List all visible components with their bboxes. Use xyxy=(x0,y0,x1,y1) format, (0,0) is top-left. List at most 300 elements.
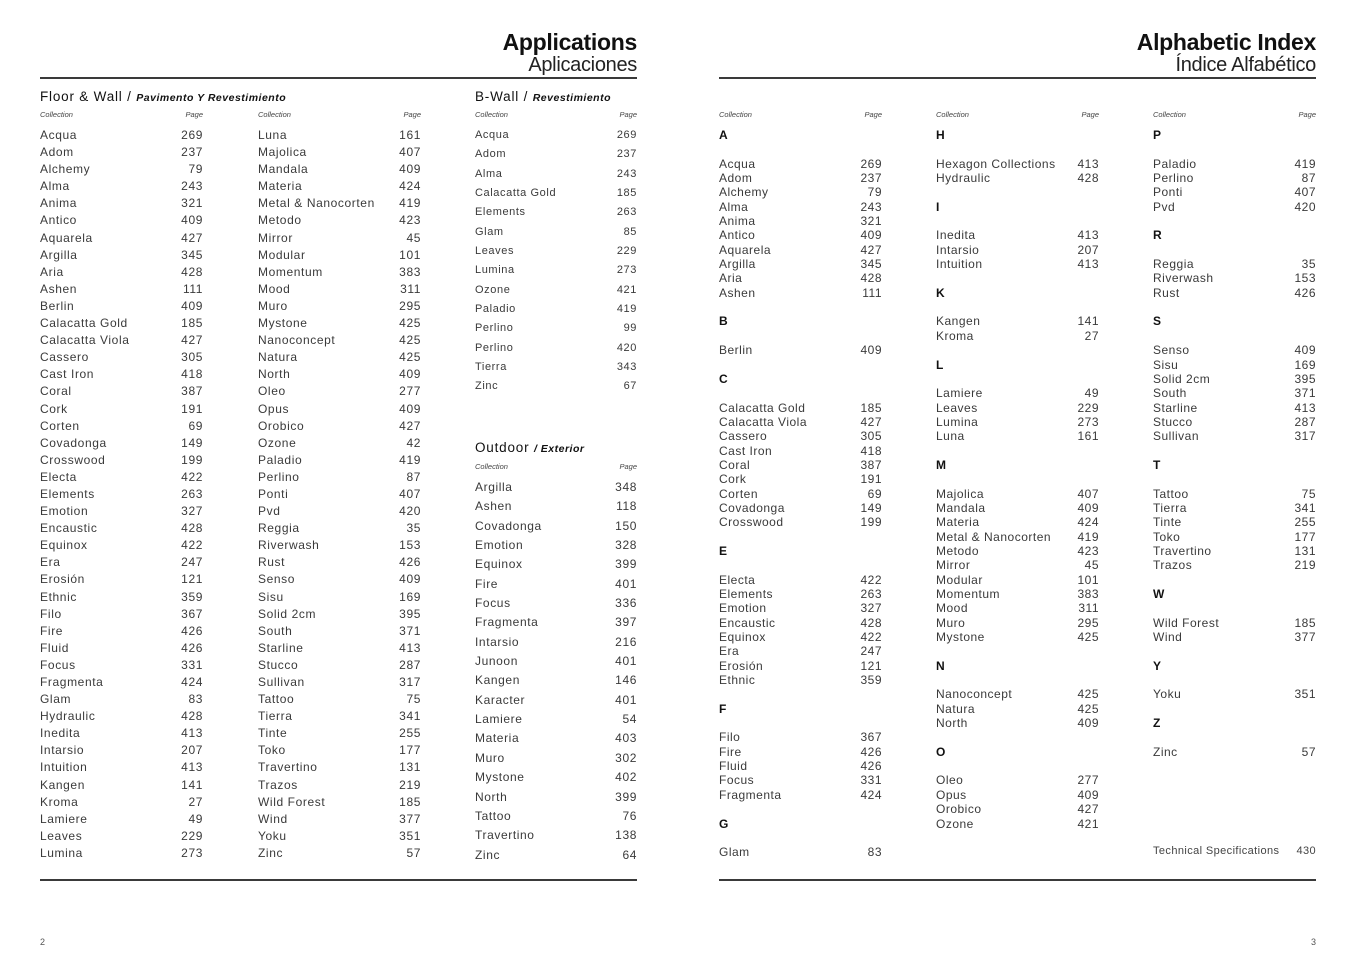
page-number-value: 387 xyxy=(860,457,882,472)
index-entry[interactable] xyxy=(936,515,1099,529)
index-entry[interactable] xyxy=(719,673,882,687)
index-entry[interactable] xyxy=(719,157,882,171)
index-entry[interactable] xyxy=(719,171,882,185)
list-item[interactable] xyxy=(40,571,203,588)
index-entry[interactable] xyxy=(936,530,1099,544)
page-number-value: 57 xyxy=(1301,744,1316,759)
index-entry[interactable] xyxy=(936,616,1099,630)
index-entry[interactable] xyxy=(1153,745,1316,759)
index-entry[interactable] xyxy=(936,558,1099,572)
list-item[interactable] xyxy=(475,377,637,396)
index-letter-heading: K xyxy=(936,285,945,300)
index-entry[interactable] xyxy=(1153,271,1316,285)
list-item[interactable] xyxy=(475,184,637,203)
index-entry[interactable] xyxy=(936,788,1099,802)
index-entry[interactable] xyxy=(936,501,1099,515)
index-entry[interactable] xyxy=(719,616,882,630)
list-item[interactable] xyxy=(40,777,203,794)
list-item[interactable] xyxy=(475,339,637,358)
collection-name: Calacatta Viola xyxy=(719,414,807,429)
list-item[interactable] xyxy=(40,554,203,571)
index-entry[interactable] xyxy=(719,659,882,673)
index-entry[interactable] xyxy=(1153,286,1316,300)
list-item[interactable] xyxy=(258,264,421,281)
list-item[interactable] xyxy=(475,633,637,652)
page-number-value: 237 xyxy=(616,148,637,161)
collection-name: Coral xyxy=(40,384,72,399)
page-number-value: 419 xyxy=(399,452,421,467)
page-number-value: 409 xyxy=(181,213,203,228)
floor-wall-list-column-1 xyxy=(40,127,203,862)
technical-specifications-entry[interactable] xyxy=(1153,845,1316,857)
index-entry[interactable] xyxy=(1153,200,1316,214)
page-number-value: 367 xyxy=(860,730,882,745)
list-item[interactable] xyxy=(258,554,421,571)
page-number-value: 387 xyxy=(181,384,203,399)
col-page-label: Page xyxy=(403,110,421,119)
page-number-value: 169 xyxy=(1294,357,1316,372)
list-item[interactable] xyxy=(258,537,421,554)
collection-name: Travertino xyxy=(1153,543,1212,558)
page-subtitle: Aplicaciones xyxy=(528,54,637,76)
list-item[interactable] xyxy=(475,555,637,574)
index-entry[interactable] xyxy=(1153,530,1316,544)
page-number-value: 425 xyxy=(399,316,421,331)
index-entry[interactable] xyxy=(1153,157,1316,171)
page-title: Alphabetic Index xyxy=(1136,29,1316,55)
collection-name: Coral xyxy=(719,457,751,472)
page-number-value: 428 xyxy=(181,264,203,279)
list-item[interactable] xyxy=(475,319,637,338)
list-item[interactable] xyxy=(258,589,421,606)
list-item[interactable] xyxy=(40,657,203,674)
page-number-value: 216 xyxy=(615,634,637,649)
list-item[interactable] xyxy=(475,575,637,594)
index-entry[interactable] xyxy=(936,802,1099,816)
list-item[interactable] xyxy=(258,725,421,742)
page-number-value: 425 xyxy=(1077,701,1099,716)
list-item[interactable] xyxy=(258,452,421,469)
index-entry[interactable] xyxy=(1153,558,1316,572)
list-item[interactable] xyxy=(40,281,203,298)
index-entry[interactable] xyxy=(719,788,882,802)
page-number-value: 263 xyxy=(181,486,203,501)
list-item[interactable] xyxy=(475,671,637,690)
index-entry[interactable] xyxy=(719,730,882,744)
list-item[interactable] xyxy=(475,768,637,787)
page-number-value: 423 xyxy=(399,213,421,228)
page-number-value: 343 xyxy=(616,361,637,374)
page-subtitle: Índice Alfabético xyxy=(1175,54,1316,76)
index-entry[interactable] xyxy=(936,487,1099,501)
list-item[interactable] xyxy=(258,401,421,418)
index-entry[interactable] xyxy=(1153,185,1316,199)
page-number-value: 54 xyxy=(622,712,637,727)
index-entry[interactable] xyxy=(719,257,882,271)
page-number-value: 327 xyxy=(860,601,882,616)
collection-name: Kangen xyxy=(40,777,85,792)
page-number-value: 269 xyxy=(616,129,637,141)
list-item[interactable] xyxy=(40,144,203,161)
list-item[interactable] xyxy=(475,281,637,300)
list-item[interactable] xyxy=(40,401,203,418)
list-item[interactable] xyxy=(40,247,203,264)
index-entry[interactable] xyxy=(719,401,882,415)
list-item[interactable] xyxy=(258,144,421,161)
collection-name: Kroma xyxy=(40,794,79,809)
list-item[interactable] xyxy=(40,452,203,469)
list-item[interactable] xyxy=(475,613,637,632)
index-letter-heading: S xyxy=(1153,314,1162,329)
list-item[interactable] xyxy=(475,358,637,377)
list-item[interactable] xyxy=(258,486,421,503)
page-number-value: 185 xyxy=(1294,615,1316,630)
list-item[interactable] xyxy=(475,261,637,280)
index-entry[interactable] xyxy=(936,687,1099,701)
page-number-value: 255 xyxy=(1294,515,1316,530)
collection-name: Focus xyxy=(719,773,755,788)
page-number-value: 419 xyxy=(616,303,637,316)
index-entry[interactable] xyxy=(936,817,1099,831)
collection-name: Intarsio xyxy=(936,242,980,257)
collection-name: Lumina xyxy=(936,414,979,429)
collection-name: Pvd xyxy=(1153,199,1176,214)
index-entry[interactable] xyxy=(1153,515,1316,529)
list-item[interactable] xyxy=(40,520,203,537)
index-entry[interactable] xyxy=(719,444,882,458)
index-entry[interactable] xyxy=(719,644,882,658)
index-entry[interactable] xyxy=(936,314,1099,328)
index-entry[interactable] xyxy=(936,386,1099,400)
list-item[interactable] xyxy=(258,349,421,366)
list-item[interactable] xyxy=(258,640,421,657)
index-entry[interactable] xyxy=(719,271,882,285)
list-item[interactable] xyxy=(475,788,637,807)
list-item[interactable] xyxy=(258,315,421,332)
list-item[interactable] xyxy=(475,517,637,536)
index-entry[interactable] xyxy=(719,228,882,242)
index-entry[interactable] xyxy=(1153,544,1316,558)
list-item[interactable] xyxy=(40,589,203,606)
list-item[interactable] xyxy=(40,606,203,623)
list-item[interactable] xyxy=(258,418,421,435)
page-number-value: 49 xyxy=(188,811,203,826)
index-entry[interactable] xyxy=(1153,687,1316,701)
collection-name: Argilla xyxy=(719,257,756,272)
index-entry[interactable] xyxy=(719,200,882,214)
index-entry[interactable] xyxy=(719,472,882,486)
collection-name: Fire xyxy=(475,576,499,591)
index-entry[interactable] xyxy=(936,415,1099,429)
list-item[interactable] xyxy=(258,742,421,759)
index-letter-group xyxy=(936,659,1099,731)
collection-name: Paladio xyxy=(475,303,516,316)
list-item[interactable] xyxy=(40,811,203,828)
index-entry[interactable] xyxy=(719,487,882,501)
list-item[interactable] xyxy=(40,161,203,178)
page-number-value: 138 xyxy=(615,828,637,843)
index-entry[interactable] xyxy=(936,401,1099,415)
index-entry[interactable] xyxy=(719,515,882,529)
page-number-value: 131 xyxy=(1294,543,1316,558)
index-entry[interactable] xyxy=(719,343,882,357)
list-item[interactable] xyxy=(40,418,203,435)
page-number-value: 407 xyxy=(399,486,421,501)
list-item[interactable] xyxy=(40,759,203,776)
list-item[interactable] xyxy=(40,349,203,366)
list-item[interactable] xyxy=(258,195,421,212)
index-entry[interactable] xyxy=(719,587,882,601)
index-entry[interactable] xyxy=(1153,401,1316,415)
list-item[interactable] xyxy=(258,161,421,178)
index-entry[interactable] xyxy=(719,214,882,228)
list-item[interactable] xyxy=(40,674,203,691)
list-item[interactable] xyxy=(475,497,637,516)
page-number-value: 424 xyxy=(181,675,203,689)
index-letter-heading: O xyxy=(936,744,946,759)
collection-name: Stucco xyxy=(1153,414,1193,429)
list-item[interactable] xyxy=(40,725,203,742)
collection-name: Alchemy xyxy=(719,185,769,200)
list-item[interactable] xyxy=(258,469,421,486)
list-item[interactable] xyxy=(40,366,203,383)
page-number-value: 118 xyxy=(616,499,637,514)
list-item[interactable] xyxy=(258,606,421,623)
index-entry[interactable] xyxy=(936,630,1099,644)
index-entry[interactable] xyxy=(719,745,882,759)
index-entry[interactable] xyxy=(936,702,1099,716)
list-item[interactable] xyxy=(40,503,203,520)
index-entry[interactable] xyxy=(719,773,882,787)
list-item[interactable] xyxy=(258,520,421,537)
list-item[interactable] xyxy=(475,807,637,826)
page-number-value: 35 xyxy=(1301,257,1316,272)
page-number-value: 311 xyxy=(400,281,421,296)
list-item[interactable] xyxy=(475,652,637,671)
list-item[interactable] xyxy=(40,742,203,759)
list-item[interactable] xyxy=(258,708,421,725)
list-item[interactable] xyxy=(258,828,421,845)
list-item[interactable] xyxy=(258,435,421,452)
collection-name: Metal & Nanocorten xyxy=(258,196,375,211)
index-entry[interactable] xyxy=(1153,616,1316,630)
collection-name: Majolica xyxy=(258,145,307,160)
list-item[interactable] xyxy=(475,126,637,145)
page-number-value: 243 xyxy=(616,167,637,180)
col-collection-label: Collection xyxy=(719,110,752,119)
page-number-value: 243 xyxy=(860,199,882,214)
list-item[interactable] xyxy=(258,230,421,247)
list-item[interactable] xyxy=(258,178,421,195)
list-item[interactable] xyxy=(258,674,421,691)
index-entry[interactable] xyxy=(1153,415,1316,429)
col-collection-label: Collection xyxy=(40,110,73,119)
list-item[interactable] xyxy=(258,383,421,400)
list-item[interactable] xyxy=(475,826,637,845)
index-entry[interactable] xyxy=(719,429,882,443)
index-entry[interactable] xyxy=(719,501,882,515)
page-number-value: 395 xyxy=(1294,371,1316,386)
index-entry[interactable] xyxy=(936,157,1099,171)
index-entry[interactable] xyxy=(719,243,882,257)
list-item[interactable] xyxy=(475,691,637,710)
list-item[interactable] xyxy=(258,811,421,828)
index-entry[interactable] xyxy=(719,759,882,773)
list-item[interactable] xyxy=(40,212,203,229)
collection-name: Natura xyxy=(936,701,976,716)
index-letter-group xyxy=(719,314,882,357)
page-number-value: 219 xyxy=(399,777,421,792)
index-entry[interactable] xyxy=(719,630,882,644)
list-item[interactable] xyxy=(40,708,203,725)
collection-name: Alchemy xyxy=(40,162,91,177)
list-item[interactable] xyxy=(258,657,421,674)
index-entry[interactable] xyxy=(1153,386,1316,400)
list-item[interactable] xyxy=(40,828,203,845)
index-entry[interactable] xyxy=(1153,257,1316,271)
index-entry[interactable] xyxy=(936,429,1099,443)
list-item[interactable] xyxy=(475,536,637,555)
page-number-value: 247 xyxy=(860,644,882,659)
collection-name: Leaves xyxy=(40,828,83,843)
list-item[interactable] xyxy=(40,537,203,554)
col-collection-label: Collection xyxy=(936,110,969,119)
list-item[interactable] xyxy=(258,571,421,588)
collection-name: Cassero xyxy=(719,429,768,444)
index-entry[interactable] xyxy=(719,601,882,615)
index-entry[interactable] xyxy=(719,845,882,859)
list-item[interactable] xyxy=(258,777,421,794)
list-item[interactable] xyxy=(258,794,421,811)
index-entry[interactable] xyxy=(719,415,882,429)
index-entry[interactable] xyxy=(1153,171,1316,185)
collection-name: Elements xyxy=(719,587,774,601)
list-item[interactable] xyxy=(40,127,203,144)
index-entry[interactable] xyxy=(936,601,1099,615)
index-entry[interactable] xyxy=(936,228,1099,242)
index-entry[interactable] xyxy=(719,458,882,472)
collection-name: North xyxy=(258,367,291,382)
index-entry[interactable] xyxy=(936,716,1099,730)
list-item[interactable] xyxy=(475,223,637,242)
page-number-value: 427 xyxy=(399,418,421,433)
list-item[interactable] xyxy=(258,298,421,315)
list-item[interactable] xyxy=(475,710,637,729)
list-item[interactable] xyxy=(475,145,637,164)
collection-name: Calacatta Gold xyxy=(40,316,128,331)
list-item[interactable] xyxy=(40,315,203,332)
list-item[interactable] xyxy=(258,281,421,298)
list-item[interactable] xyxy=(40,195,203,212)
list-item[interactable] xyxy=(258,845,421,862)
page-number-value: 427 xyxy=(1077,802,1099,817)
list-item[interactable] xyxy=(258,247,421,264)
index-entry[interactable] xyxy=(1153,487,1316,501)
list-item[interactable] xyxy=(258,332,421,349)
index-entry[interactable] xyxy=(719,286,882,300)
list-item[interactable] xyxy=(40,264,203,281)
list-item[interactable] xyxy=(258,623,421,640)
page-number-value: 428 xyxy=(181,521,203,536)
list-item[interactable] xyxy=(40,230,203,247)
index-entry[interactable] xyxy=(1153,372,1316,386)
collection-name: Mystone xyxy=(936,630,985,645)
page-number-value: 101 xyxy=(1077,572,1099,587)
list-item[interactable] xyxy=(475,749,637,768)
list-item[interactable] xyxy=(475,203,637,222)
index-entry[interactable] xyxy=(1153,343,1316,357)
index-entry[interactable] xyxy=(1153,429,1316,443)
list-item[interactable] xyxy=(475,478,637,497)
page-number-value: 69 xyxy=(867,486,882,501)
column-header xyxy=(40,110,203,119)
list-item[interactable] xyxy=(40,435,203,452)
page-number-value: 428 xyxy=(860,615,882,630)
index-letter-heading: E xyxy=(719,543,728,558)
page-number-value: 191 xyxy=(181,401,203,416)
list-item[interactable] xyxy=(475,846,637,865)
list-item[interactable] xyxy=(475,300,637,319)
list-item[interactable] xyxy=(475,729,637,748)
index-entry[interactable] xyxy=(1153,501,1316,515)
list-item[interactable] xyxy=(475,594,637,613)
collection-name: Ponti xyxy=(1153,185,1183,200)
list-item[interactable] xyxy=(258,212,421,229)
page-number-value: 420 xyxy=(616,341,637,354)
list-item[interactable] xyxy=(475,242,637,261)
list-item[interactable] xyxy=(258,691,421,708)
index-entry[interactable] xyxy=(1153,358,1316,372)
list-item[interactable] xyxy=(40,298,203,315)
index-entry[interactable] xyxy=(936,587,1099,601)
page-number-value: 57 xyxy=(406,845,421,860)
list-item[interactable] xyxy=(40,383,203,400)
index-entry[interactable] xyxy=(719,573,882,587)
index-entry[interactable] xyxy=(936,243,1099,257)
list-item[interactable] xyxy=(258,503,421,520)
list-item[interactable] xyxy=(40,486,203,503)
collection-name: Ponti xyxy=(258,486,289,501)
index-entry[interactable] xyxy=(936,329,1099,343)
page-number-value: 185 xyxy=(860,400,882,415)
index-entry[interactable] xyxy=(936,773,1099,787)
list-item[interactable] xyxy=(258,759,421,776)
list-item[interactable] xyxy=(40,640,203,657)
list-item[interactable] xyxy=(40,845,203,862)
collection-name: Intuition xyxy=(936,257,983,272)
index-letter-group xyxy=(719,128,882,300)
index-entry[interactable] xyxy=(936,171,1099,185)
list-item[interactable] xyxy=(40,794,203,811)
collection-name: Perlino xyxy=(1153,171,1194,186)
list-item[interactable] xyxy=(40,178,203,195)
page-title-block xyxy=(40,30,637,76)
list-item[interactable] xyxy=(40,469,203,486)
index-entry[interactable] xyxy=(936,573,1099,587)
index-entry[interactable] xyxy=(719,185,882,199)
list-item[interactable] xyxy=(40,691,203,708)
list-item[interactable] xyxy=(40,332,203,349)
list-item[interactable] xyxy=(40,623,203,640)
index-entry[interactable] xyxy=(936,544,1099,558)
index-entry[interactable] xyxy=(936,257,1099,271)
list-item[interactable] xyxy=(258,127,421,144)
list-item[interactable] xyxy=(258,366,421,383)
index-entry[interactable] xyxy=(1153,630,1316,644)
index-column-1 xyxy=(719,128,882,874)
collection-name: Alma xyxy=(40,179,70,194)
list-item[interactable] xyxy=(475,165,637,184)
